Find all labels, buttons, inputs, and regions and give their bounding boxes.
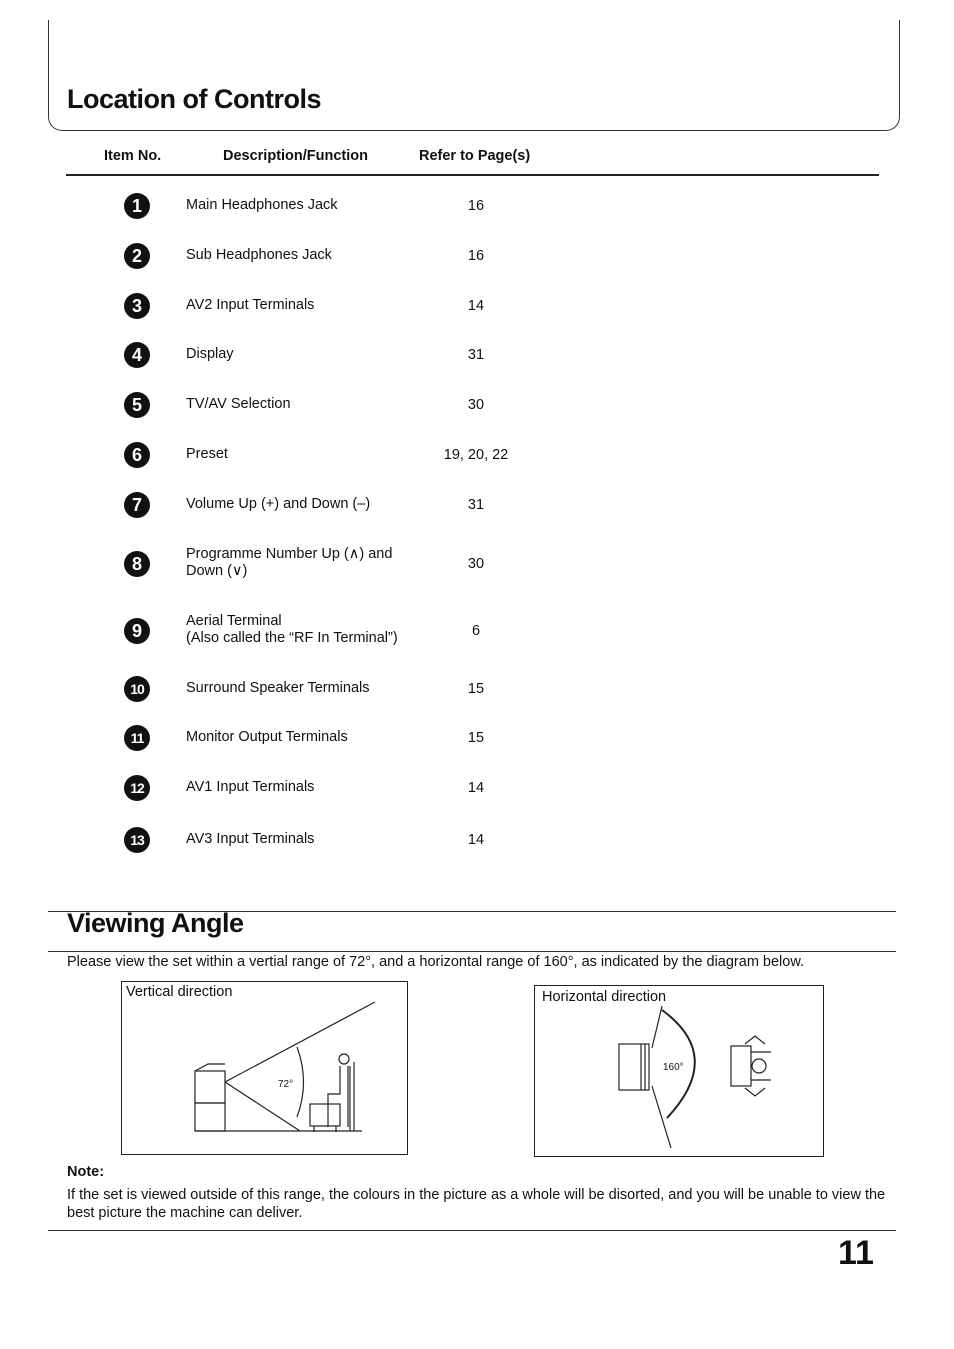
- section-rule-bottom: [48, 951, 896, 952]
- item-page-ref: 15: [467, 730, 485, 746]
- note-text: If the set is viewed outside of this range, the colours in the picture as a whole will be disorted, and you will be unable to view the best picture the machine can deliver.: [67, 1187, 886, 1221]
- item-number-badge: 6: [124, 442, 150, 468]
- item-page-ref: 31: [467, 347, 485, 363]
- item-page-ref: 14: [467, 832, 485, 848]
- item-description: TV/AV Selection: [186, 396, 291, 412]
- item-description: AV3 Input Terminals: [186, 831, 315, 847]
- item-number-badge: 8: [124, 551, 150, 577]
- vertical-direction-label: Vertical direction: [126, 984, 233, 1000]
- item-page-ref: 30: [467, 556, 485, 572]
- item-description: Programme Number Up (∧) and: [186, 546, 393, 562]
- horizontal-angle-value: 160°: [663, 1062, 684, 1073]
- item-description: Surround Speaker Terminals: [186, 680, 370, 696]
- footer-rule: [48, 1230, 896, 1231]
- note-heading: Note:: [67, 1164, 105, 1180]
- vertical-direction-diagram: [121, 981, 408, 1155]
- item-page-ref: 16: [467, 248, 485, 264]
- item-page-ref: 16: [467, 198, 485, 214]
- item-description-line2: (Also called the “RF In Terminal”): [186, 630, 398, 646]
- section-title-viewing-angle: Viewing Angle: [67, 908, 244, 938]
- item-number-badge: 4: [124, 342, 150, 368]
- item-description: AV1 Input Terminals: [186, 779, 315, 795]
- item-number-badge: 9: [124, 618, 150, 644]
- item-number-badge: 5: [124, 392, 150, 418]
- item-number-badge: 11: [124, 725, 150, 751]
- header-rule: [66, 174, 879, 176]
- item-description: Volume Up (+) and Down (–): [186, 496, 371, 512]
- item-number-badge: 7: [124, 492, 150, 518]
- horizontal-direction-label: Horizontal direction: [542, 989, 667, 1005]
- section-title-location-of-controls: Location of Controls: [67, 84, 321, 114]
- item-description: Main Headphones Jack: [186, 197, 338, 213]
- item-number-badge: 2: [124, 243, 150, 269]
- page-number: 11: [838, 1234, 874, 1272]
- item-number-badge: 13: [124, 827, 150, 853]
- horizontal-direction-diagram: [534, 985, 824, 1157]
- vertical-angle-illustration: [122, 982, 407, 1154]
- item-number-badge: 12: [124, 775, 150, 801]
- item-number-badge: 1: [124, 193, 150, 219]
- item-page-ref: 30: [467, 397, 485, 413]
- item-description: Sub Headphones Jack: [186, 247, 332, 263]
- item-page-ref: 14: [467, 298, 485, 314]
- vertical-angle-value: 72°: [278, 1079, 294, 1090]
- item-description: AV2 Input Terminals: [186, 297, 315, 313]
- header-refer-to-pages: Refer to Page(s): [419, 148, 531, 164]
- item-page-ref: 19, 20, 22: [443, 447, 509, 463]
- item-description-line2: Down (∨): [186, 563, 248, 579]
- header-description: Description/Function: [223, 148, 368, 164]
- item-page-ref: 14: [467, 780, 485, 796]
- item-description: Monitor Output Terminals: [186, 729, 348, 745]
- item-number-badge: 10: [124, 676, 150, 702]
- item-description: Display: [186, 346, 234, 362]
- item-description: Preset: [186, 446, 228, 462]
- viewing-angle-intro: Please view the set within a vertial range of 72°, and a horizontal range of 160°, as indicated by the diagram below.: [67, 954, 805, 970]
- item-page-ref: 31: [467, 497, 485, 513]
- item-number-badge: 3: [124, 293, 150, 319]
- item-description: Aerial Terminal: [186, 613, 282, 629]
- header-item-no: Item No.: [104, 148, 162, 164]
- item-page-ref: 6: [471, 623, 481, 639]
- item-page-ref: 15: [467, 681, 485, 697]
